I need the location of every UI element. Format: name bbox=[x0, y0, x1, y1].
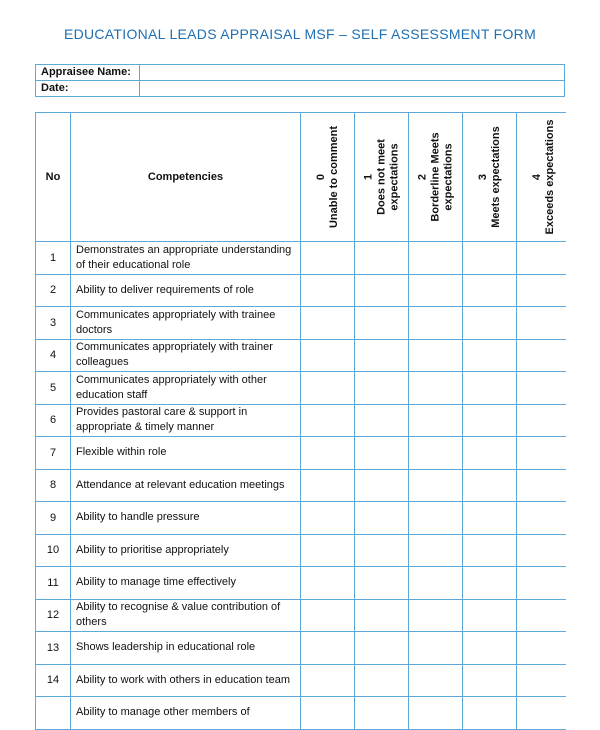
rating-cell-4[interactable] bbox=[517, 632, 567, 665]
rating-header-1 bbox=[355, 113, 409, 242]
competency-row bbox=[36, 437, 567, 470]
rating-cell-4[interactable] bbox=[517, 274, 567, 307]
rating-cell-3[interactable] bbox=[463, 534, 517, 567]
rating-cell-1[interactable] bbox=[355, 664, 409, 697]
competency-row bbox=[36, 599, 567, 632]
rating-cell-0[interactable] bbox=[301, 599, 355, 632]
rating-cell-0[interactable] bbox=[301, 404, 355, 437]
row-number: 8 bbox=[36, 469, 71, 502]
rating-cell-3[interactable] bbox=[463, 502, 517, 535]
rating-cell-3[interactable] bbox=[463, 599, 517, 632]
rating-cell-3[interactable] bbox=[463, 274, 517, 307]
competency-text: Ability to prioritise appropriately bbox=[71, 534, 301, 567]
rating-cell-4[interactable] bbox=[517, 307, 567, 340]
rating-cell-1[interactable] bbox=[355, 339, 409, 372]
rating-cell-0[interactable] bbox=[301, 567, 355, 600]
competency-text: Shows leadership in educational role bbox=[71, 632, 301, 665]
rating-3-number: 3 bbox=[476, 173, 489, 181]
appraisee-name-label: Appraisee Name: bbox=[36, 65, 140, 81]
rating-cell-2[interactable] bbox=[409, 599, 463, 632]
rating-cell-0[interactable] bbox=[301, 632, 355, 665]
rating-cell-4[interactable] bbox=[517, 469, 567, 502]
rating-0-number: 0 bbox=[314, 173, 327, 181]
competency-text: Ability to manage other members of bbox=[71, 697, 301, 730]
row-number: 5 bbox=[36, 372, 71, 405]
rating-cell-1[interactable] bbox=[355, 404, 409, 437]
rating-cell-0[interactable] bbox=[301, 307, 355, 340]
rating-cell-3[interactable] bbox=[463, 242, 517, 275]
rating-cell-3[interactable] bbox=[463, 307, 517, 340]
competency-row bbox=[36, 469, 567, 502]
rating-cell-4[interactable] bbox=[517, 404, 567, 437]
rating-cell-4[interactable] bbox=[517, 534, 567, 567]
rating-cell-4[interactable] bbox=[517, 437, 567, 470]
rating-cell-2[interactable] bbox=[409, 534, 463, 567]
row-number: 3 bbox=[36, 307, 71, 340]
competency-row bbox=[36, 339, 567, 372]
rating-1-number: 1 bbox=[362, 173, 374, 181]
rating-cell-0[interactable] bbox=[301, 242, 355, 275]
rating-cell-3[interactable] bbox=[463, 632, 517, 665]
competency-rows bbox=[36, 242, 567, 730]
competency-row bbox=[36, 307, 567, 340]
rating-cell-2[interactable] bbox=[409, 404, 463, 437]
rating-cell-0[interactable] bbox=[301, 437, 355, 470]
rating-cell-1[interactable] bbox=[355, 372, 409, 405]
competency-text: Ability to handle pressure bbox=[71, 502, 301, 535]
header-row bbox=[36, 113, 567, 242]
rating-cell-4[interactable] bbox=[517, 242, 567, 275]
competency-text: Ability to recognise & value contribution of others bbox=[71, 599, 301, 632]
rating-cell-4[interactable] bbox=[517, 339, 567, 372]
competency-text: Communicates appropriately with other education staff bbox=[71, 372, 301, 405]
rating-cell-1[interactable] bbox=[355, 567, 409, 600]
competency-text: Ability to work with others in education team bbox=[71, 664, 301, 697]
rating-cell-2[interactable] bbox=[409, 339, 463, 372]
rating-cell-1[interactable] bbox=[355, 632, 409, 665]
rating-cell-3[interactable] bbox=[463, 372, 517, 405]
rating-cell-1[interactable] bbox=[355, 599, 409, 632]
competency-text: Ability to manage time effectively bbox=[71, 567, 301, 600]
competency-grid-wrapper bbox=[35, 112, 566, 730]
no-header: No bbox=[36, 113, 71, 242]
rating-cell-2[interactable] bbox=[409, 437, 463, 470]
row-number: 10 bbox=[36, 534, 71, 567]
rating-2-number: 2 bbox=[416, 173, 428, 181]
competency-row bbox=[36, 567, 567, 600]
rating-cell-1[interactable] bbox=[355, 274, 409, 307]
rating-cell-0[interactable] bbox=[301, 469, 355, 502]
rating-cell-2[interactable] bbox=[409, 242, 463, 275]
rating-cell-0[interactable] bbox=[301, 339, 355, 372]
competencies-header: Competencies bbox=[71, 113, 301, 242]
rating-header-4 bbox=[517, 113, 567, 242]
rating-cell-0[interactable] bbox=[301, 372, 355, 405]
rating-header-2 bbox=[409, 113, 463, 242]
rating-cell-3[interactable] bbox=[463, 664, 517, 697]
rating-cell-1[interactable] bbox=[355, 502, 409, 535]
row-number bbox=[36, 697, 71, 730]
row-number: 1 bbox=[36, 242, 71, 275]
rating-cell-1[interactable] bbox=[355, 469, 409, 502]
appraisee-name-field[interactable] bbox=[140, 65, 565, 81]
competency-text: Communicates appropriately with trainer colleagues bbox=[71, 339, 301, 372]
rating-cell-4[interactable] bbox=[517, 697, 567, 730]
row-number: 2 bbox=[36, 274, 71, 307]
rating-cell-2[interactable] bbox=[409, 502, 463, 535]
rating-cell-2[interactable] bbox=[409, 372, 463, 405]
rating-cell-4[interactable] bbox=[517, 567, 567, 600]
rating-4-number: 4 bbox=[530, 173, 543, 181]
rating-4-label: Exceeds expectations bbox=[543, 119, 556, 235]
rating-cell-2[interactable] bbox=[409, 697, 463, 730]
rating-cell-4[interactable] bbox=[517, 664, 567, 697]
row-number: 11 bbox=[36, 567, 71, 600]
competency-text: Attendance at relevant education meetings bbox=[71, 469, 301, 502]
rating-cell-1[interactable] bbox=[355, 242, 409, 275]
rating-cell-3[interactable] bbox=[463, 469, 517, 502]
competency-text: Flexible within role bbox=[71, 437, 301, 470]
rating-3-label: Meets expectations bbox=[489, 126, 502, 228]
competency-row bbox=[36, 534, 567, 567]
rating-1-label: Does not meet expectations bbox=[375, 139, 400, 215]
competency-text: Demonstrates an appropriate understanding of their educational role bbox=[71, 242, 301, 275]
rating-cell-3[interactable] bbox=[463, 697, 517, 730]
competency-row bbox=[36, 404, 567, 437]
rating-cell-0[interactable] bbox=[301, 274, 355, 307]
form-title: EDUCATIONAL LEADS APPRAISAL MSF – SELF ASSESSMENT FORM bbox=[63, 26, 537, 42]
rating-cell-4[interactable] bbox=[517, 372, 567, 405]
rating-cell-1[interactable] bbox=[355, 697, 409, 730]
competency-text: Provides pastoral care & support in appropriate & timely manner bbox=[71, 404, 301, 437]
rating-cell-2[interactable] bbox=[409, 274, 463, 307]
row-number: 7 bbox=[36, 437, 71, 470]
competency-row bbox=[36, 502, 567, 535]
rating-cell-4[interactable] bbox=[517, 502, 567, 535]
rating-header-3 bbox=[463, 113, 517, 242]
date-field[interactable] bbox=[140, 81, 565, 97]
row-number: 6 bbox=[36, 404, 71, 437]
competency-row bbox=[36, 697, 567, 730]
row-number: 9 bbox=[36, 502, 71, 535]
rating-cell-2[interactable] bbox=[409, 632, 463, 665]
competency-row bbox=[36, 242, 567, 275]
competency-row bbox=[36, 274, 567, 307]
rating-cell-1[interactable] bbox=[355, 534, 409, 567]
rating-cell-2[interactable] bbox=[409, 664, 463, 697]
rating-cell-0[interactable] bbox=[301, 534, 355, 567]
row-number: 13 bbox=[36, 632, 71, 665]
competency-text: Communicates appropriately with trainee doctors bbox=[71, 307, 301, 340]
rating-cell-3[interactable] bbox=[463, 437, 517, 470]
rating-2-label: Borderline Meets expectations bbox=[429, 132, 454, 222]
rating-cell-2[interactable] bbox=[409, 567, 463, 600]
rating-cell-0[interactable] bbox=[301, 664, 355, 697]
rating-header-0 bbox=[301, 113, 355, 242]
rating-cell-2[interactable] bbox=[409, 307, 463, 340]
rating-cell-2[interactable] bbox=[409, 469, 463, 502]
rating-cell-4[interactable] bbox=[517, 599, 567, 632]
rating-cell-1[interactable] bbox=[355, 307, 409, 340]
rating-cell-0[interactable] bbox=[301, 697, 355, 730]
rating-0-label: Unable to comment bbox=[327, 125, 340, 229]
competency-grid bbox=[35, 112, 566, 730]
rating-cell-1[interactable] bbox=[355, 437, 409, 470]
appraisee-info-table bbox=[35, 64, 565, 97]
date-label: Date: bbox=[36, 81, 140, 97]
rating-cell-3[interactable] bbox=[463, 567, 517, 600]
competency-row bbox=[36, 632, 567, 665]
row-number: 14 bbox=[36, 664, 71, 697]
competency-row bbox=[36, 664, 567, 697]
rating-cell-0[interactable] bbox=[301, 502, 355, 535]
row-number: 12 bbox=[36, 599, 71, 632]
competency-row bbox=[36, 372, 567, 405]
rating-cell-3[interactable] bbox=[463, 339, 517, 372]
rating-cell-3[interactable] bbox=[463, 404, 517, 437]
row-number: 4 bbox=[36, 339, 71, 372]
competency-text: Ability to deliver requirements of role bbox=[71, 274, 301, 307]
